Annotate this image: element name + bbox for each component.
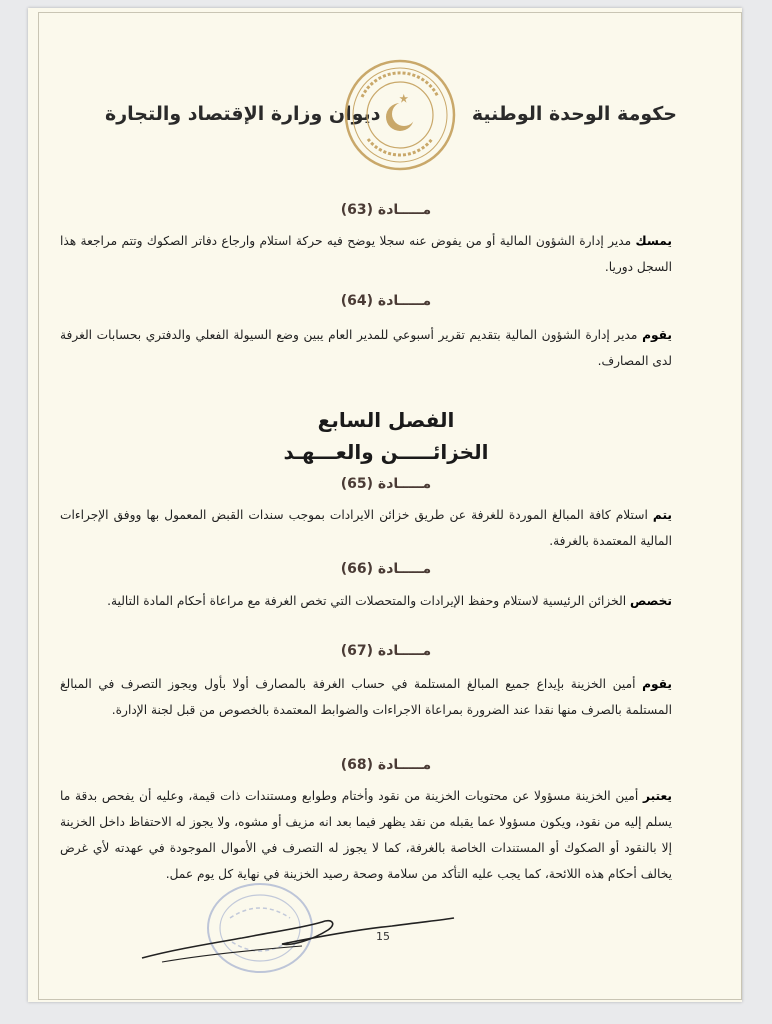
department-title: ديوان وزارة الإقتصاد والتجارة <box>105 103 381 125</box>
article-text-67 <box>60 671 672 723</box>
article-body-66: الخزائن الرئيسية لاستلام وحفظ الإيرادات والمتحصلات التي تخص الغرفة مع مراعاة أحكام المادة التالية. <box>107 594 630 608</box>
article-body-64: مدير إدارة الشؤون المالية بتقديم تقرير أسبوعي للمدير العام يبين وضع السيولة الفعلي والدفتري بحسابات الغرفة لدى المصارف. <box>60 328 672 368</box>
article-lead-65: يتم <box>652 508 672 522</box>
article-text-68 <box>60 783 672 887</box>
article-text-64 <box>60 322 672 374</box>
article-text-65 <box>60 502 672 554</box>
article-body-68: أمين الخزينة مسؤولا عن محتويات الخزينة من نقود وأختام وطوابع ومستندات ذات قيمة، وعليه أن يفحص بدقة ما يسلم إليه من نقود، ويكون مسؤولا عما يقبله من نقد يظهر فيما بعد انه مزيف أو مشوه، ولا يجوز له الاحتفاظ داخل الخزينة إلا بالنقود أو الصكوك أو المستندات الخاصة بالغرفة، كما لا يجوز له التصرف في الأموال الموجودة في عهدته لأي غرض يخالف أحكام هذه اللائحة، كما يجب عليه التأكد من سلامة وصحة رصيد الخزينة في نهاية كل يوم عمل. <box>60 789 672 881</box>
article-text-66 <box>60 588 672 614</box>
crescent-star-seal-icon <box>342 57 458 173</box>
chapter-subtitle: الخزائـــــن والعـــهـد <box>283 440 489 464</box>
article-lead-63: يمسك <box>635 234 672 248</box>
article-heading-64: مـــــادة (64) <box>340 293 432 309</box>
article-heading-66: مـــــادة (66) <box>340 561 432 577</box>
government-title: حكومة الوحدة الوطنية <box>471 103 677 125</box>
signature-icon <box>132 900 462 980</box>
article-lead-67: يقوم <box>642 677 672 691</box>
article-heading-67: مـــــادة (67) <box>340 643 432 659</box>
article-body-63: مدير إدارة الشؤون المالية أو من يفوض عنه سجلا يوضح فيه حركة استلام وارجاع دفاتر الصكوك وتتم مراجعة هذا السجل دوريا. <box>60 234 672 274</box>
article-heading-65: مـــــادة (65) <box>340 476 432 492</box>
article-lead-68: يعتبر <box>643 789 672 803</box>
chapter-title: الفصل السابع <box>317 408 455 432</box>
article-lead-66: تخصص <box>630 594 672 608</box>
article-text-63 <box>60 228 672 280</box>
article-body-67: أمين الخزينة بإيداع جميع المبالغ المستلمة في حساب الغرفة بالمصارف أولا بأول ويجوز التصرف في المبالغ المستلمة بالصرف منها نقدا عند الضرورة بمراعاة الاجراءات والضوابط المعتمدة بالخصوص من قبل لجنة الإدارة. <box>60 677 672 717</box>
article-body-65: استلام كافة المبالغ الموردة للغرفة عن طريق خزائن الايرادات بموجب سندات القبض المعمول بها ووفق الإجراءات المالية المعتمدة بالغرفة. <box>60 508 672 548</box>
article-heading-63: مـــــادة (63) <box>340 202 432 218</box>
page-number: 15 <box>376 930 390 943</box>
article-heading-68: مـــــادة (68) <box>340 757 432 773</box>
article-lead-64: يقوم <box>642 328 672 342</box>
